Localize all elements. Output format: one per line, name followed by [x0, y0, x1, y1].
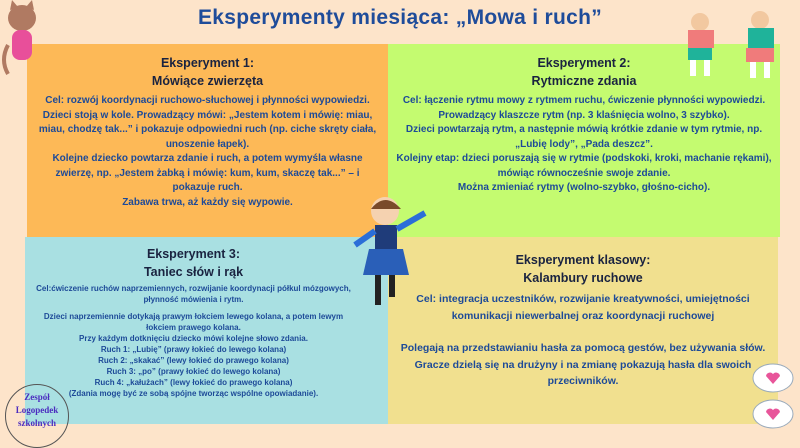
- heading-line: Eksperyment 2:: [537, 56, 631, 70]
- text-line: Dzieci powtarzają rytm, a następnie mówią krótkie zdanie w tym rytmie, np. „Lubię lody”, „Pada deszcz”.: [405, 124, 763, 150]
- text-line: Ruch 2: „skakać” (lewy łokieć do prawego kolana): [98, 356, 289, 365]
- experiment-3-panel: [25, 237, 388, 424]
- text-line: Zabawa trwa, aż każdy się wypowie.: [122, 196, 293, 208]
- heart-speech-bubbles-icon: [748, 362, 798, 437]
- text-line: Dzieci naprzemiennie dotykają prawym łokciem lewego kolana, a potem lewym łokciem prawego kolana.: [43, 312, 344, 332]
- experiment-1-heading: [33, 54, 382, 90]
- heading-line: Taniec słów i rąk: [143, 265, 244, 279]
- class-experiment-panel: [388, 237, 778, 424]
- girl-dancing-illustration: [345, 195, 435, 315]
- badge-line: Zespół: [24, 392, 50, 402]
- text-line: Można zmieniać rytmy (wolno-szybko, głośno-cicho).: [457, 182, 711, 193]
- badge-line: Logopedek: [15, 405, 59, 415]
- cat-illustration: [0, 0, 45, 75]
- heading-line: Eksperyment 1:: [160, 56, 255, 70]
- heading-line: Kalambury ruchowe: [523, 271, 643, 285]
- text-line: Ruch 4: „kałużach” (lewy łokieć do prawego kolana): [94, 378, 293, 387]
- goal-text: Cel: integracja uczestników, rozwijanie kreatywności, umiejętności komunikacji niewerbalnej oraz koordynacji ruchowej: [416, 293, 750, 322]
- experiment-3-heading: [29, 245, 358, 281]
- heading-line: Eksperyment klasowy:: [515, 253, 651, 267]
- team-badge: [5, 384, 69, 448]
- text-line: Dzieci stoją w kole. Prowadzący mówi: „Jestem kotem i mówię: miau, miau, chodzę tak...” i pokazuje odpowiedni ruch (np. ciche skręty ciała, unoszenie łapek).: [38, 109, 377, 150]
- text-line: Cel: rozwój koordynacji ruchowo-słuchowej i płynności wypowiedzi.: [45, 95, 370, 106]
- experiment-1-panel: [27, 44, 388, 237]
- text-line: Przy każdym dotknięciu dziecko mówi kolejne słowo zdania.: [79, 334, 308, 343]
- page-title: Eksperymenty miesiąca: „Mowa i ruch”: [197, 6, 603, 29]
- text-line: (Zdania mogę być ze sobą spójne tworząc wspólne opowiadanie).: [68, 389, 319, 398]
- goal-text: Cel:ćwiczenie ruchów naprzemiennych, rozwijanie koordynacji półkul mózgowych, płynność mówienia i rytm.: [36, 284, 351, 304]
- heading-line: Mówiące zwierzęta: [151, 74, 264, 88]
- text-line: Ruch 3: „po” (prawy łokieć do lewego kolana): [106, 367, 281, 376]
- class-experiment-heading: [396, 251, 770, 287]
- text-line: Prowadzący klaszcze rytm (np. 3 klaśnięcia wolno, 3 szybko).: [438, 109, 730, 121]
- text-line: Kolejne dziecko powtarza zdanie i ruch, a potem wymyśla własne zwierzę, np. „Jestem żabką i mówię: kum, kum, skaczę tak...” – i pokazuje ruch.: [52, 153, 363, 193]
- text-line: Ruch 1: „Lubię” (prawy łokieć do lewego kolana): [100, 345, 287, 354]
- text-line: Polegają na przedstawianiu hasła za pomocą gestów, bez używania słów. Gracze dzielą się na drużyny i na zmianę pokazują hasła dla swoich przeciwników.: [400, 342, 766, 387]
- heading-line: Eksperyment 3:: [146, 247, 241, 261]
- text-line: Cel: łączenie rytmu mowy z rytmem ruchu, ćwiczenie płynności wypowiedzi.: [402, 95, 766, 106]
- heading-line: Rytmiczne zdania: [531, 74, 637, 88]
- children-exercising-illustration: [660, 8, 800, 88]
- badge-line: szkolnych: [17, 418, 56, 428]
- text-line: Kolejny etap: dzieci poruszają się w rytmie (podskoki, kroki, machanie rękami), mówiąc równocześnie swoje zdanie.: [396, 153, 772, 179]
